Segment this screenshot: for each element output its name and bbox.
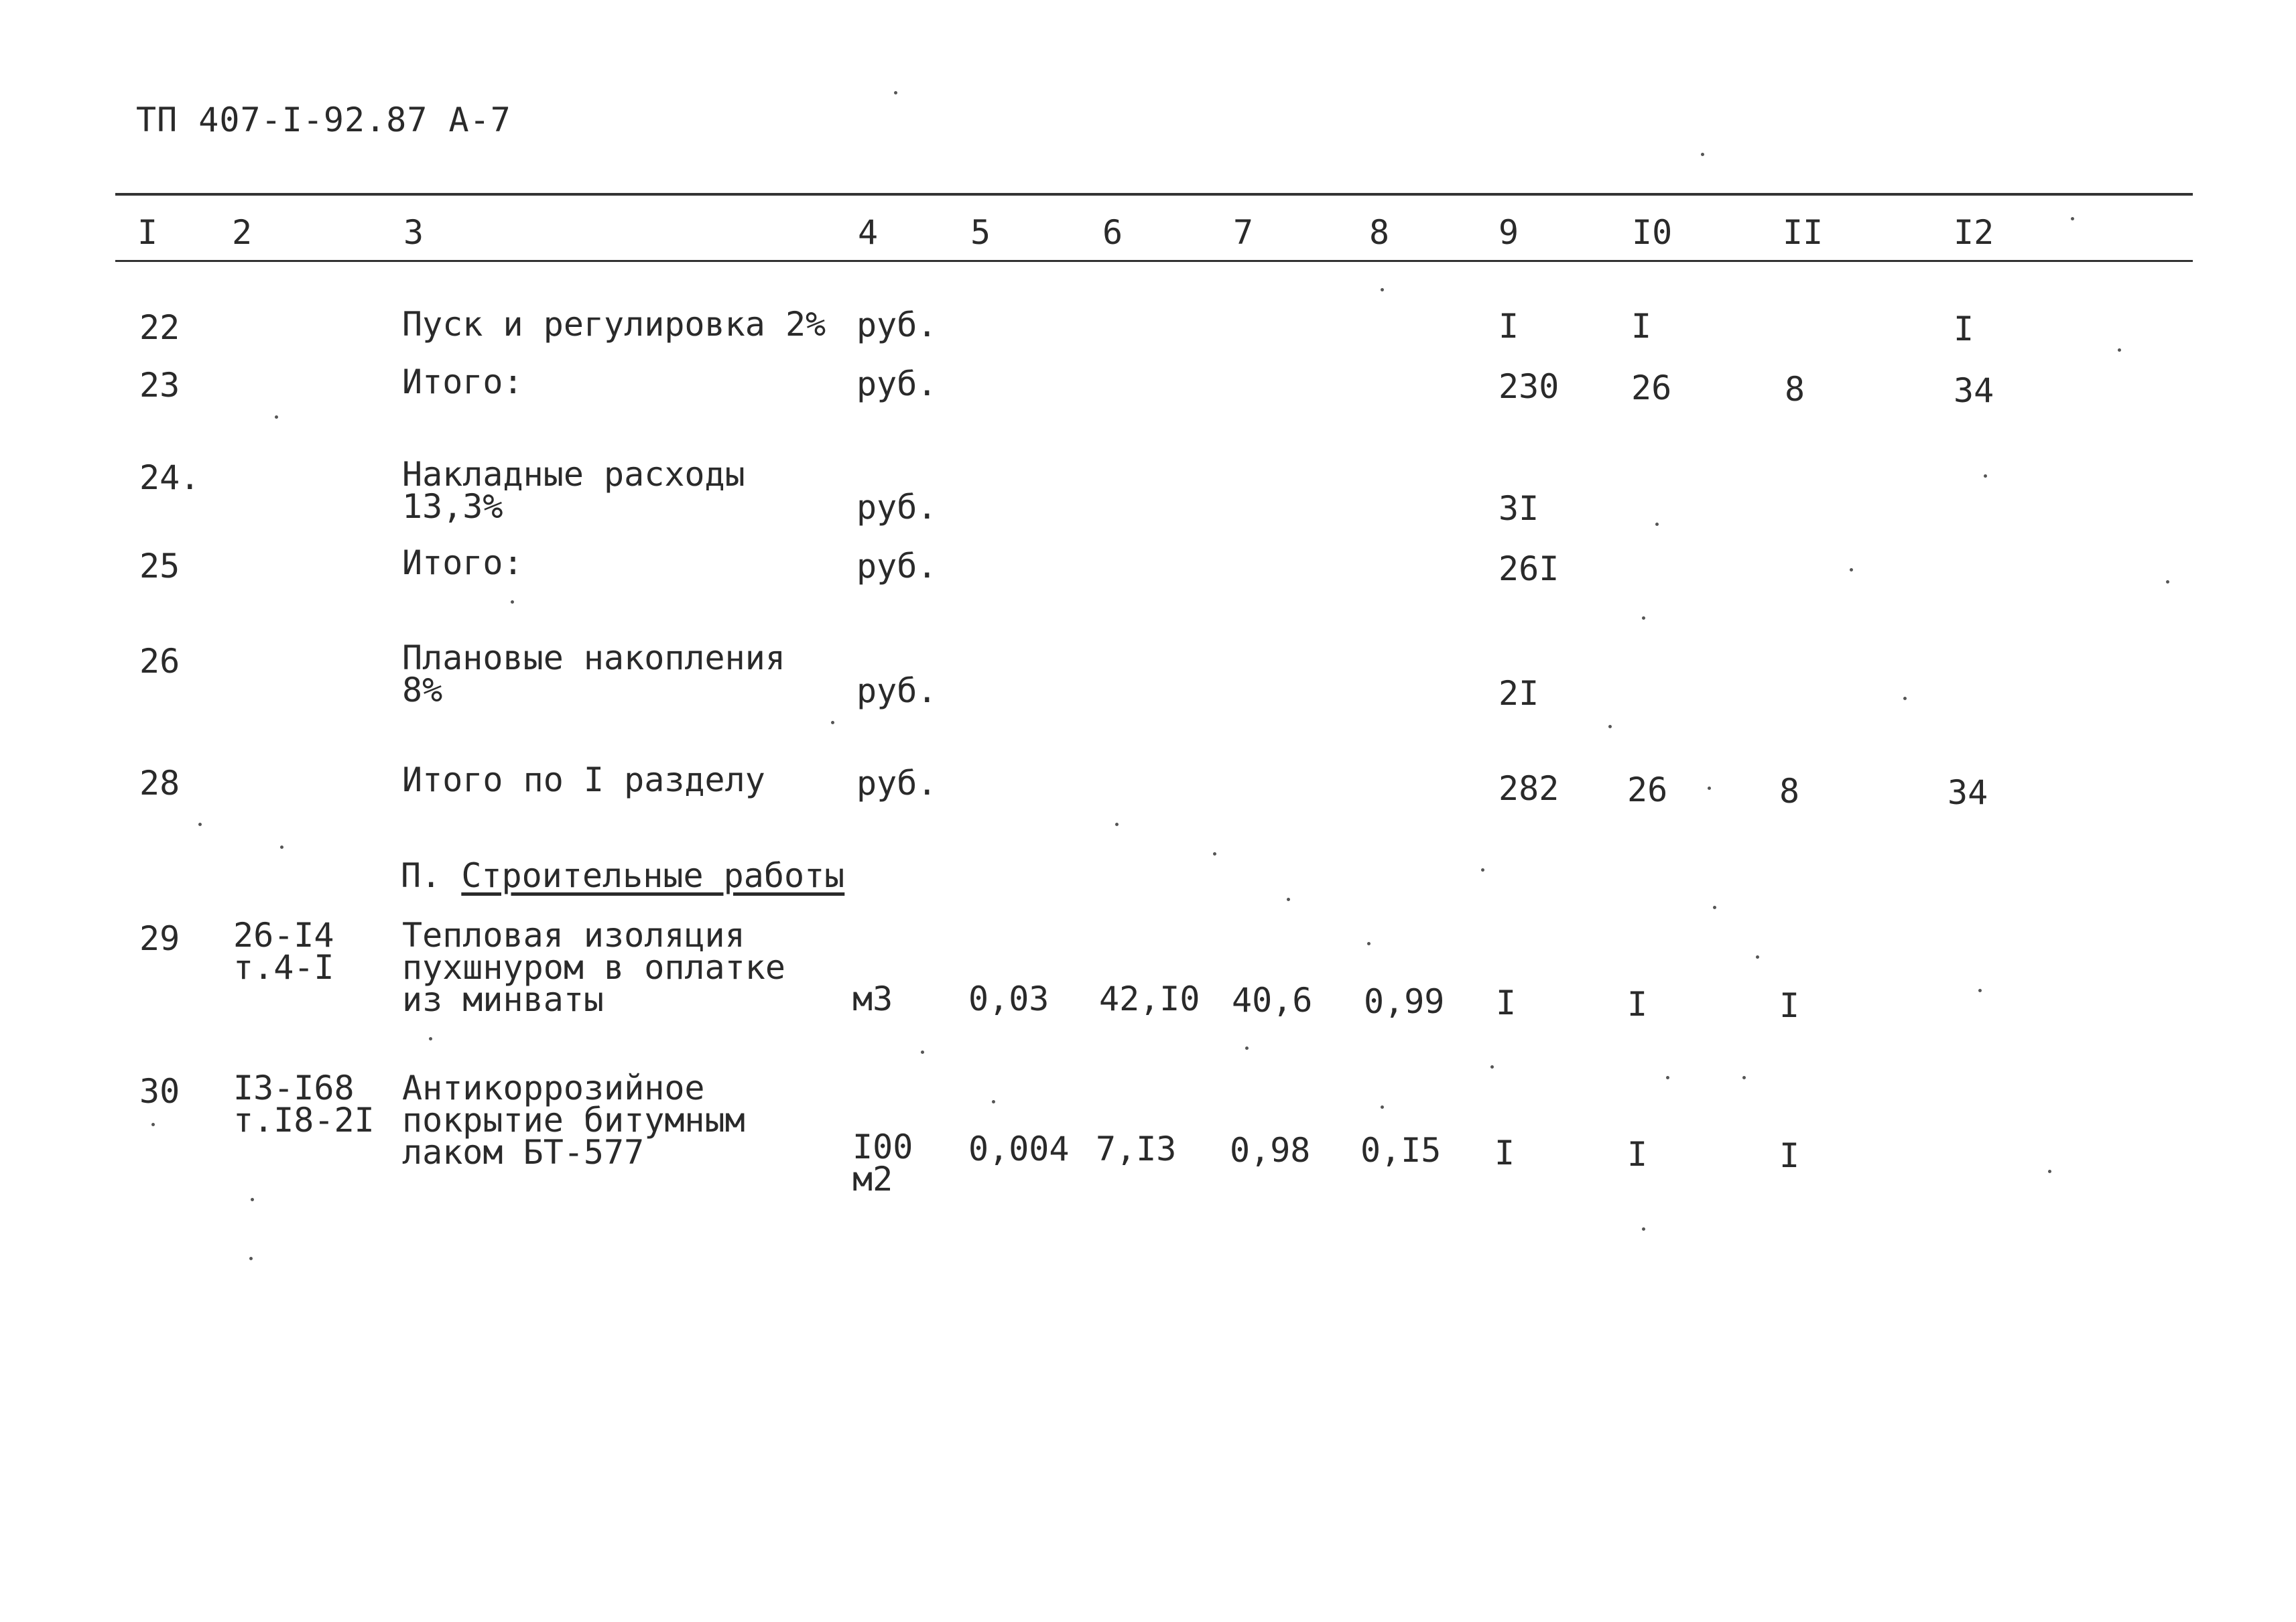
scan-speck [1213,852,1216,856]
scan-speck [831,721,834,724]
scan-speck [2048,1170,2051,1173]
row-name: Плановые накопления 8% [402,638,785,709]
table-top-rule [115,193,2193,196]
row-number: 29 [139,919,180,958]
row-name: Накладные расходы 13,3% [402,455,745,526]
row-unit: руб. [856,671,938,710]
scan-speck [894,91,897,94]
row-unit: м3 [852,979,893,1018]
scan-speck [1287,898,1290,901]
scan-speck [511,600,514,604]
scan-speck [1115,823,1119,826]
column-header-10: I0 [1632,213,1673,252]
scan-speck [1756,955,1759,959]
scan-speck [151,1123,155,1126]
row-col10: 26 [1627,770,1668,809]
column-header-6: 6 [1102,213,1123,252]
scan-speck [251,1198,254,1201]
section-number: П. [401,856,442,895]
scan-speck [1708,787,1711,790]
row-code: I3-I68 т.I8-2I [233,1069,375,1140]
column-header-8: 8 [1369,213,1390,252]
scan-speck [1655,523,1659,526]
row-col11: I [1779,986,1800,1025]
row-col10: I [1627,985,1648,1024]
row-col7: 0,98 [1230,1131,1311,1170]
row-col9: 282 [1498,769,1559,808]
column-header-2: 2 [232,213,253,252]
scan-speck [1367,942,1370,945]
scan-speck [1642,1227,1645,1231]
row-col6: 42,I0 [1099,979,1200,1018]
row-col9: I [1496,984,1517,1022]
row-col9: 230 [1498,367,1559,406]
row-unit: руб. [856,764,938,803]
row-number: 26 [139,642,180,681]
row-name: Пуск и регулировка 2% [402,305,826,344]
row-col7: 40,6 [1232,981,1313,1020]
row-col9: I [1494,1134,1515,1172]
row-unit: руб. [856,547,938,586]
row-number: 30 [139,1072,180,1111]
scan-speck [1490,1065,1494,1069]
scan-speck [1903,697,1907,700]
row-name: Итого: [402,543,523,582]
row-unit: руб. [856,488,938,527]
row-col5: 0,004 [968,1130,1070,1168]
scan-speck [1481,868,1484,872]
row-col6: 7,I3 [1096,1130,1177,1168]
row-col11: 8 [1779,772,1800,811]
row-col9: 3I [1498,489,1539,528]
row-col8: 0,I5 [1360,1131,1442,1170]
row-col8: 0,99 [1364,982,1445,1021]
row-name: Итого по I разделу [402,760,765,799]
scan-speck [1978,989,1982,992]
scan-speck [2166,580,2169,584]
scan-speck [1850,568,1853,571]
scan-speck [429,1037,432,1040]
scan-speck [2118,348,2121,352]
row-col5: 0,03 [968,979,1049,1018]
column-header-5: 5 [970,213,991,252]
row-col11: 8 [1785,370,1805,409]
column-header-3: 3 [403,213,424,252]
scan-speck [1984,474,1987,478]
section-title-text: Строительные работы [461,856,845,895]
row-number: 25 [139,547,180,586]
row-number: 28 [139,764,180,803]
row-name: Антикоррозийное покрытие битумным лаком БТ-577 [402,1069,745,1172]
scan-speck [275,415,278,419]
column-header-11: II [1783,213,1824,252]
row-col9: 2I [1498,674,1539,713]
row-col9: 26I [1498,549,1559,588]
column-header-7: 7 [1233,213,1254,252]
scan-speck [1666,1076,1669,1079]
column-header-4: 4 [858,213,879,252]
table-header-rule [115,260,2193,262]
row-number: 23 [139,366,180,405]
scan-speck [198,823,202,826]
document-code: ТП 407-I-92.87 А-7 [136,100,511,139]
scan-speck [1701,153,1704,156]
scan-speck [1381,288,1384,291]
scan-speck [2071,217,2074,220]
row-unit: I00 м2 [852,1128,913,1199]
column-header-1: I [137,213,158,252]
scan-speck [992,1100,995,1103]
scan-speck [1642,616,1645,620]
row-number: 24. [139,458,200,497]
column-header-12: I2 [1954,213,1994,252]
row-col11: I [1779,1136,1800,1175]
column-header-9: 9 [1498,213,1519,252]
row-number: 22 [139,308,180,347]
row-col9: I [1498,307,1519,346]
scan-speck [1742,1076,1746,1079]
scan-speck [249,1257,253,1260]
row-col10: 26 [1631,368,1672,407]
row-name: Тепловая изоляция пухшнуром в оплатке из минваты [402,916,785,1019]
scan-speck [1381,1105,1384,1109]
row-col12: 34 [1954,371,1994,410]
row-unit: руб. [856,364,938,403]
scan-speck [280,846,283,849]
scan-speck [1245,1046,1249,1050]
row-col12: 34 [1948,773,1988,812]
row-col10: I [1627,1135,1648,1174]
row-col10: I [1631,307,1652,346]
row-code: 26-I4 т.4-I [233,916,334,987]
scan-speck [921,1051,924,1054]
row-name: Итого: [402,362,523,401]
section-heading [401,856,844,895]
row-unit: руб. [856,306,938,344]
scan-speck [1713,906,1716,909]
row-col12: I [1954,310,1974,348]
scan-speck [1608,725,1612,728]
